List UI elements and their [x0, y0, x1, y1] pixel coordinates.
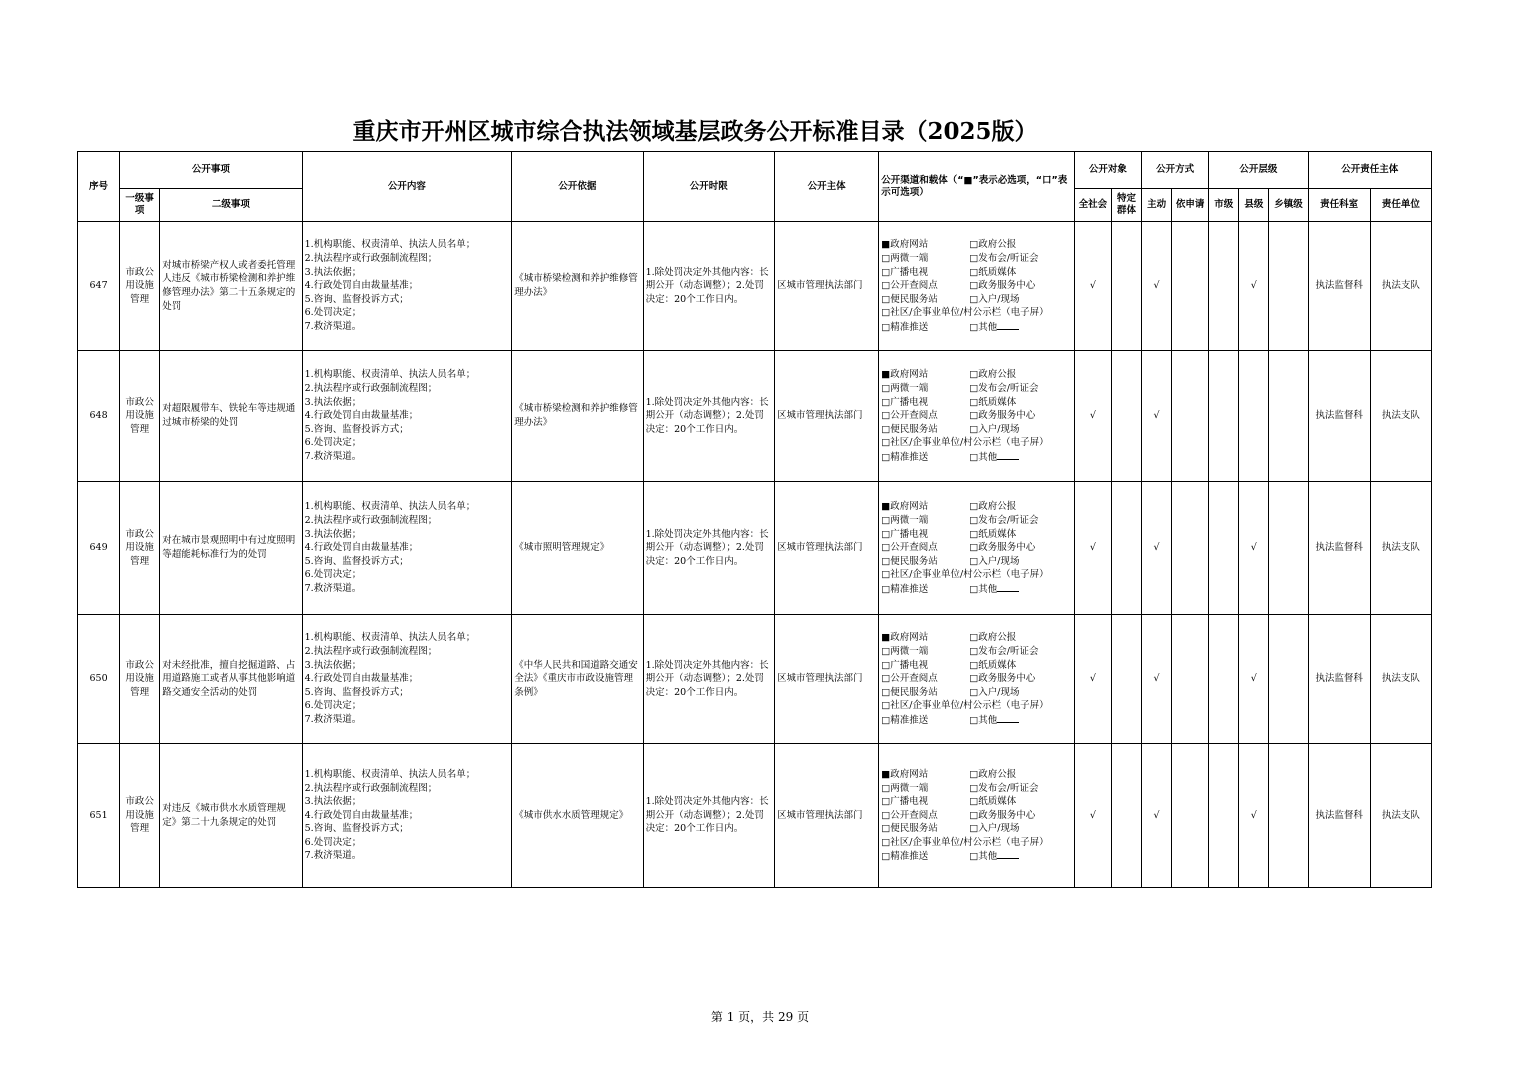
channel-option: □便民服务站 [881, 555, 938, 567]
cell-time: 1.除处罚决定外其他内容：长期公开（动态调整）；2.处罚决定：20个工作日内。 [643, 351, 774, 482]
cell-check-town [1269, 482, 1308, 615]
blank-underline [997, 320, 1019, 330]
channel-option: □公开查阅点 [881, 280, 938, 292]
cell-resp-office: 执法监督科 [1308, 351, 1370, 482]
header-mode-active: 主动 [1142, 189, 1172, 222]
channel-row [881, 293, 1072, 307]
channel-option: ■政府网站 [881, 501, 929, 513]
header-mode: 公开方式 [1142, 152, 1209, 189]
header-target-all: 全社会 [1074, 189, 1111, 222]
header-resp: 公开责任主体 [1308, 152, 1431, 189]
content-line: 1.机构职能、权责清单、执法人员名单； [304, 501, 476, 513]
cell-channel [879, 615, 1075, 744]
cell-check-active: √ [1142, 222, 1172, 351]
content-line: 6.处罚决定； [304, 437, 362, 449]
channel-option: □政府公报 [969, 768, 1017, 780]
content-line: 3.执法依据； [304, 659, 362, 671]
content-line: 7.救济渠道。 [304, 582, 362, 594]
content-line: 4.行政处罚自由裁量基准； [304, 542, 419, 554]
channel-row [881, 822, 1072, 836]
channel-option: □政府公报 [969, 369, 1017, 381]
channel-row [881, 252, 1072, 266]
cell-check-apply [1172, 615, 1209, 744]
blank-underline [997, 713, 1019, 723]
channel-option: □精准推送 [881, 321, 929, 333]
channel-option: □公开查阅点 [881, 673, 938, 685]
content-line: 7.救济渠道。 [304, 450, 362, 462]
channel-option: □入户/现场 [969, 293, 1020, 305]
cell-check-county: √ [1239, 615, 1269, 744]
cell-basis: 《城市供水水质管理规定》 [512, 744, 643, 888]
channel-option: □政务服务中心 [969, 410, 1036, 422]
channel-option: □便民服务站 [881, 686, 938, 698]
channel-row [881, 436, 1072, 450]
header-target: 公开对象 [1074, 152, 1141, 189]
cell-seq: 649 [78, 482, 120, 615]
cell-check-apply [1172, 222, 1209, 351]
content-line: 7.救济渠道。 [304, 713, 362, 725]
header-time: 公开时限 [643, 152, 774, 222]
content-line: 1.机构职能、权责清单、执法人员名单； [304, 632, 476, 644]
cell-subject: 区城市管理执法部门 [774, 744, 878, 888]
cell-check-city [1209, 222, 1239, 351]
cell-resp-unit: 执法支队 [1370, 744, 1431, 888]
channel-row [881, 686, 1072, 700]
content-line: 1.机构职能、权责清单、执法人员名单； [304, 369, 476, 381]
cell-resp-office: 执法监督科 [1308, 615, 1370, 744]
channel-option: ■政府网站 [881, 239, 929, 251]
channel-option: □精准推送 [881, 451, 929, 463]
channel-option: □广播电视 [881, 396, 929, 408]
table-row [78, 351, 1432, 482]
channel-option: ■政府网站 [881, 632, 929, 644]
cell-level2: 对违反《城市供水水质管理规定》第二十九条规定的处罚 [160, 744, 302, 888]
channel-option: □入户/现场 [969, 686, 1020, 698]
cell-subject: 区城市管理执法部门 [774, 615, 878, 744]
cell-resp-office: 执法监督科 [1308, 222, 1370, 351]
channel-row [881, 672, 1072, 686]
cell-resp-unit: 执法支队 [1370, 222, 1431, 351]
cell-seq: 650 [78, 615, 120, 744]
channel-row [881, 809, 1072, 823]
content-line: 5.咨询、监督投诉方式； [304, 555, 409, 567]
channel-option: □政府公报 [969, 632, 1017, 644]
cell-content [302, 222, 512, 351]
cell-level1: 市政公用设施管理 [120, 482, 160, 615]
content-line: 1.机构职能、权责清单、执法人员名单； [304, 768, 476, 780]
channel-row [881, 713, 1072, 727]
channel-row [881, 795, 1072, 809]
channel-option: □公开查阅点 [881, 809, 938, 821]
cell-channel [879, 222, 1075, 351]
cell-check-specific [1111, 744, 1141, 888]
channel-row [881, 541, 1072, 555]
header-subject: 公开主体 [774, 152, 878, 222]
header-level-town: 乡镇级 [1269, 189, 1308, 222]
content-line: 1.机构职能、权责清单、执法人员名单； [304, 239, 476, 251]
cell-check-city [1209, 744, 1239, 888]
table-row [78, 744, 1432, 888]
channel-option: □政府公报 [969, 239, 1017, 251]
cell-basis: 《中华人民共和国道路交通安全法》《重庆市市政设施管理条例》 [512, 615, 643, 744]
channel-row [881, 699, 1072, 713]
header-seq: 序号 [78, 152, 120, 222]
cell-subject: 区城市管理执法部门 [774, 222, 878, 351]
header-resp-office: 责任科室 [1308, 189, 1370, 222]
channel-option: □社区/企事业单位/村公示栏（电子屏） [881, 307, 1049, 319]
cell-content [302, 744, 512, 888]
cell-check-active: √ [1142, 744, 1172, 888]
cell-check-town [1269, 744, 1308, 888]
cell-check-specific [1111, 222, 1141, 351]
channel-option: □精准推送 [881, 714, 929, 726]
channel-option: □发布会/听证会 [969, 383, 1039, 395]
channel-row [881, 450, 1072, 464]
channel-row [881, 238, 1072, 252]
channel-row [881, 836, 1072, 850]
cell-resp-unit: 执法支队 [1370, 482, 1431, 615]
cell-channel [879, 482, 1075, 615]
cell-check-county [1239, 351, 1269, 482]
channel-option: □两微一端 [881, 383, 929, 395]
table-row [78, 615, 1432, 744]
cell-time: 1.除处罚决定外其他内容：长期公开（动态调整）；2.处罚决定：20个工作日内。 [643, 222, 774, 351]
content-line: 5.咨询、监督投诉方式； [304, 293, 409, 305]
channel-option: □精准推送 [881, 583, 929, 595]
channel-row [881, 279, 1072, 293]
content-line: 6.处罚决定； [304, 836, 362, 848]
channel-option: □纸质媒体 [969, 796, 1017, 808]
channel-row [881, 631, 1072, 645]
cell-level1: 市政公用设施管理 [120, 744, 160, 888]
channel-option: □其他 [969, 583, 998, 595]
content-line: 3.执法依据； [304, 396, 362, 408]
cell-check-apply [1172, 482, 1209, 615]
channel-option: □政务服务中心 [969, 809, 1036, 821]
cell-check-active: √ [1142, 482, 1172, 615]
channel-option: □入户/现场 [969, 555, 1020, 567]
channel-option: □政务服务中心 [969, 280, 1036, 292]
content-line: 6.处罚决定； [304, 307, 362, 319]
channel-option: □入户/现场 [969, 823, 1020, 835]
header-level-county: 县级 [1239, 189, 1269, 222]
channel-option: □政府公报 [969, 501, 1017, 513]
content-line: 4.行政处罚自由裁量基准； [304, 280, 419, 292]
table-row [78, 482, 1432, 615]
channel-row [881, 266, 1072, 280]
cell-time: 1.除处罚决定外其他内容：长期公开（动态调整）；2.处罚决定：20个工作日内。 [643, 615, 774, 744]
channel-option: □便民服务站 [881, 293, 938, 305]
channel-option: ■政府网站 [881, 369, 929, 381]
content-line: 6.处罚决定； [304, 569, 362, 581]
content-line: 2.执法程序或行政强制流程图； [304, 383, 438, 395]
header-items: 公开事项 [120, 152, 303, 189]
cell-check-active: √ [1142, 615, 1172, 744]
content-line: 4.行政处罚自由裁量基准； [304, 410, 419, 422]
page-title: 重庆市开州区城市综合执法领域基层政务公开标准目录（2025版） [352, 118, 1038, 145]
channel-row [881, 849, 1072, 863]
cell-check-city [1209, 482, 1239, 615]
blank-underline [997, 849, 1019, 859]
header-mode-apply: 依申请 [1172, 189, 1209, 222]
header-basis: 公开依据 [512, 152, 643, 222]
content-line: 7.救济渠道。 [304, 320, 362, 332]
cell-time: 1.除处罚决定外其他内容：长期公开（动态调整）；2.处罚决定：20个工作日内。 [643, 482, 774, 615]
cell-time: 1.除处罚决定外其他内容：长期公开（动态调整）；2.处罚决定：20个工作日内。 [643, 744, 774, 888]
content-line: 3.执法依据； [304, 528, 362, 540]
header-level-city: 市级 [1209, 189, 1239, 222]
header-level2: 二级事项 [160, 189, 302, 222]
content-line: 2.执法程序或行政强制流程图； [304, 515, 438, 527]
channel-row [881, 528, 1072, 542]
content-line: 3.执法依据； [304, 266, 362, 278]
cell-seq: 648 [78, 351, 120, 482]
channel-option: □社区/企事业单位/村公示栏（电子屏） [881, 836, 1049, 848]
channel-row [881, 555, 1072, 569]
channel-option: □便民服务站 [881, 423, 938, 435]
cell-seq: 651 [78, 744, 120, 888]
cell-check-apply [1172, 351, 1209, 482]
cell-seq: 647 [78, 222, 120, 351]
cell-level2: 对未经批准，擅自挖掘道路、占用道路施工或者从事其他影响道路交通安全活动的处罚 [160, 615, 302, 744]
cell-content [302, 351, 512, 482]
channel-option: □公开查阅点 [881, 542, 938, 554]
channel-option: □其他 [969, 714, 998, 726]
channel-row [881, 768, 1072, 782]
cell-check-specific [1111, 351, 1141, 482]
channel-option: □发布会/听证会 [969, 253, 1039, 265]
cell-channel [879, 351, 1075, 482]
blank-underline [997, 582, 1019, 592]
cell-level1: 市政公用设施管理 [120, 615, 160, 744]
page-footer: 第 1 页，共 29 页 [710, 1010, 810, 1024]
channel-row [881, 423, 1072, 437]
channel-row [881, 382, 1072, 396]
content-line: 4.行政处罚自由裁量基准； [304, 673, 419, 685]
channel-option: □其他 [969, 451, 998, 463]
cell-check-active: √ [1142, 351, 1172, 482]
channel-option: □入户/现场 [969, 423, 1020, 435]
channel-option: □发布会/听证会 [969, 515, 1039, 527]
cell-check-town [1269, 615, 1308, 744]
content-line: 4.行政处罚自由裁量基准； [304, 809, 419, 821]
channel-option: □便民服务站 [881, 823, 938, 835]
channel-row [881, 500, 1072, 514]
content-line: 2.执法程序或行政强制流程图； [304, 253, 438, 265]
channel-option: □两微一端 [881, 782, 929, 794]
cell-level1: 市政公用设施管理 [120, 222, 160, 351]
channel-option: □社区/企事业单位/村公示栏（电子屏） [881, 700, 1049, 712]
cell-check-county: √ [1239, 222, 1269, 351]
cell-basis: 《城市桥梁检测和养护维修管理办法》 [512, 222, 643, 351]
cell-content [302, 615, 512, 744]
cell-resp-unit: 执法支队 [1370, 351, 1431, 482]
channel-option: □公开查阅点 [881, 410, 938, 422]
channel-option: ■政府网站 [881, 768, 929, 780]
header-level: 公开层级 [1209, 152, 1308, 189]
cell-check-city [1209, 351, 1239, 482]
cell-level2: 对在城市景观照明中有过度照明等超能耗标准行为的处罚 [160, 482, 302, 615]
cell-check-all: √ [1074, 351, 1111, 482]
channel-option: □纸质媒体 [969, 528, 1017, 540]
channel-option: □社区/企事业单位/村公示栏（电子屏） [881, 437, 1049, 449]
content-line: 5.咨询、监督投诉方式； [304, 823, 409, 835]
channel-row [881, 409, 1072, 423]
content-line: 3.执法依据； [304, 796, 362, 808]
channel-option: □纸质媒体 [969, 396, 1017, 408]
cell-check-all: √ [1074, 744, 1111, 888]
channel-option: □其他 [969, 321, 998, 333]
channel-option: □纸质媒体 [969, 659, 1017, 671]
blank-underline [997, 450, 1019, 460]
content-line: 2.执法程序或行政强制流程图； [304, 782, 438, 794]
channel-row [881, 645, 1072, 659]
cell-check-all: √ [1074, 222, 1111, 351]
channel-option: □其他 [969, 851, 998, 863]
channel-option: □两微一端 [881, 253, 929, 265]
cell-level1: 市政公用设施管理 [120, 351, 160, 482]
header-target-specific: 特定群体 [1111, 189, 1141, 222]
channel-option: □两微一端 [881, 515, 929, 527]
content-line: 2.执法程序或行政强制流程图； [304, 646, 438, 658]
cell-check-county: √ [1239, 744, 1269, 888]
cell-resp-unit: 执法支队 [1370, 615, 1431, 744]
cell-check-specific [1111, 482, 1141, 615]
content-line: 6.处罚决定； [304, 700, 362, 712]
cell-check-city [1209, 615, 1239, 744]
channel-row [881, 368, 1072, 382]
cell-basis: 《城市桥梁检测和养护维修管理办法》 [512, 351, 643, 482]
channel-option: □广播电视 [881, 659, 929, 671]
channel-row [881, 514, 1072, 528]
cell-basis: 《城市照明管理规定》 [512, 482, 643, 615]
channel-row [881, 582, 1072, 596]
cell-resp-office: 执法监督科 [1308, 744, 1370, 888]
channel-option: □精准推送 [881, 851, 929, 863]
content-line: 7.救济渠道。 [304, 850, 362, 862]
cell-check-county: √ [1239, 482, 1269, 615]
cell-check-all: √ [1074, 482, 1111, 615]
cell-subject: 区城市管理执法部门 [774, 351, 878, 482]
channel-option: □广播电视 [881, 266, 929, 278]
channel-option: □社区/企事业单位/村公示栏（电子屏） [881, 569, 1049, 581]
header-channel: 公开渠道和载体（“■”表示必选项，“口”表示可选项） [879, 152, 1075, 222]
channel-row [881, 568, 1072, 582]
header-level1: 一级事项 [120, 189, 160, 222]
header-resp-unit: 责任单位 [1370, 189, 1431, 222]
channel-option: □政务服务中心 [969, 542, 1036, 554]
channel-option: □两微一端 [881, 646, 929, 658]
header-content: 公开内容 [302, 152, 512, 222]
channel-option: □发布会/听证会 [969, 782, 1039, 794]
cell-check-all: √ [1074, 615, 1111, 744]
catalog-table [77, 151, 1432, 888]
channel-row [881, 782, 1072, 796]
cell-subject: 区城市管理执法部门 [774, 482, 878, 615]
channel-row [881, 659, 1072, 673]
cell-check-town [1269, 222, 1308, 351]
channel-option: □广播电视 [881, 796, 929, 808]
channel-option: □广播电视 [881, 528, 929, 540]
cell-check-town [1269, 351, 1308, 482]
channel-row [881, 306, 1072, 320]
cell-level2: 对城市桥梁产权人或者委托管理人违反《城市桥梁检测和养护维修管理办法》第二十五条规定的处罚 [160, 222, 302, 351]
channel-option: □发布会/听证会 [969, 646, 1039, 658]
channel-row [881, 396, 1072, 410]
cell-resp-office: 执法监督科 [1308, 482, 1370, 615]
channel-option: □纸质媒体 [969, 266, 1017, 278]
cell-level2: 对超限履带车、铁轮车等违规通过城市桥梁的处罚 [160, 351, 302, 482]
cell-channel [879, 744, 1075, 888]
channel-row [881, 320, 1072, 334]
content-line: 5.咨询、监督投诉方式； [304, 686, 409, 698]
cell-check-apply [1172, 744, 1209, 888]
table-row [78, 222, 1432, 351]
channel-option: □政务服务中心 [969, 673, 1036, 685]
content-line: 5.咨询、监督投诉方式； [304, 423, 409, 435]
cell-check-specific [1111, 615, 1141, 744]
cell-content [302, 482, 512, 615]
